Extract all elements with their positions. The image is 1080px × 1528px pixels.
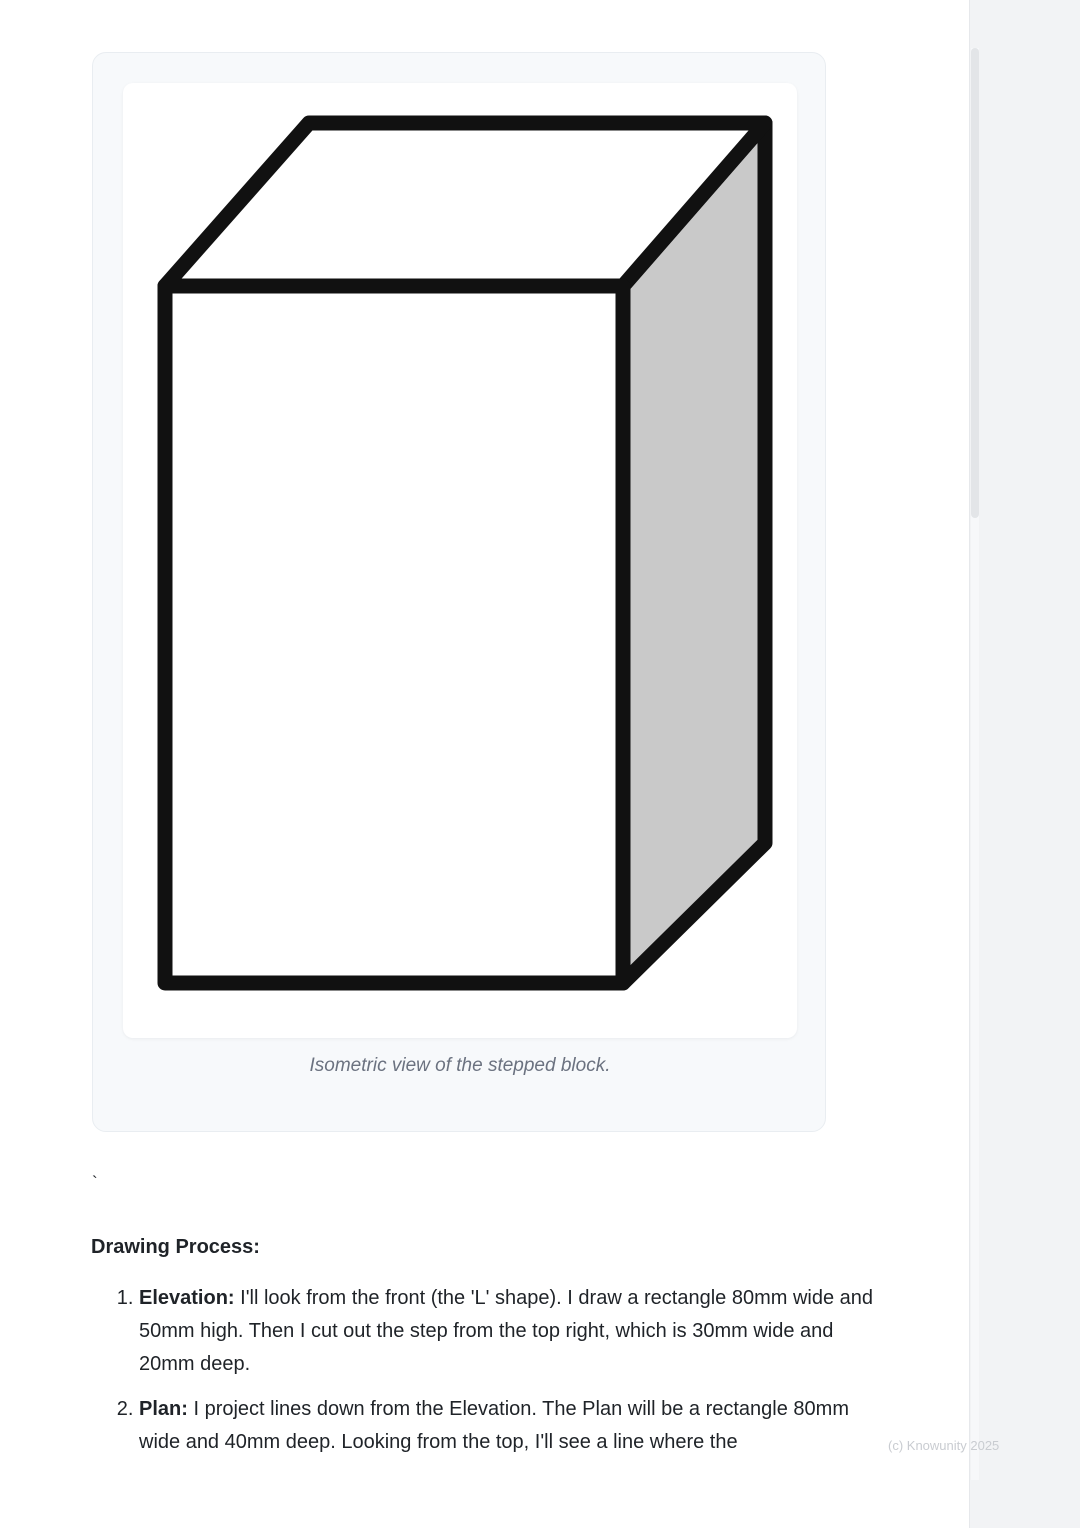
drawing-process-heading: Drawing Process: <box>91 1236 260 1258</box>
step-label: Elevation: <box>139 1287 235 1309</box>
step-text: I project lines down from the Elevation. The Plan will be a rectangle 80mm wide and 40mm deep. Looking from the top, I'll see a line where the <box>139 1398 849 1453</box>
block-front-face <box>165 286 623 983</box>
figure-caption: Isometric view of the stepped block. <box>309 1055 611 1076</box>
drawing-process-list <box>91 1282 884 1471</box>
right-side-panel <box>969 0 1080 1528</box>
list-item <box>139 1393 884 1459</box>
step-label: Plan: <box>139 1398 188 1420</box>
stray-backtick: ` <box>92 1173 98 1192</box>
figure-image-container <box>123 83 797 1038</box>
figure-card <box>92 52 826 1132</box>
watermark-text: (c) Knowunity 2025 <box>888 1438 1000 1453</box>
list-item <box>139 1282 884 1381</box>
vertical-scrollbar-thumb[interactable] <box>971 48 979 518</box>
isometric-block-icon <box>123 83 797 1038</box>
step-text: I'll look from the front (the 'L' shape). I draw a rectangle 80mm wide and 50mm high. Then I cut out the step from the top right, which is 30mm wide and 20mm deep. <box>139 1287 874 1375</box>
